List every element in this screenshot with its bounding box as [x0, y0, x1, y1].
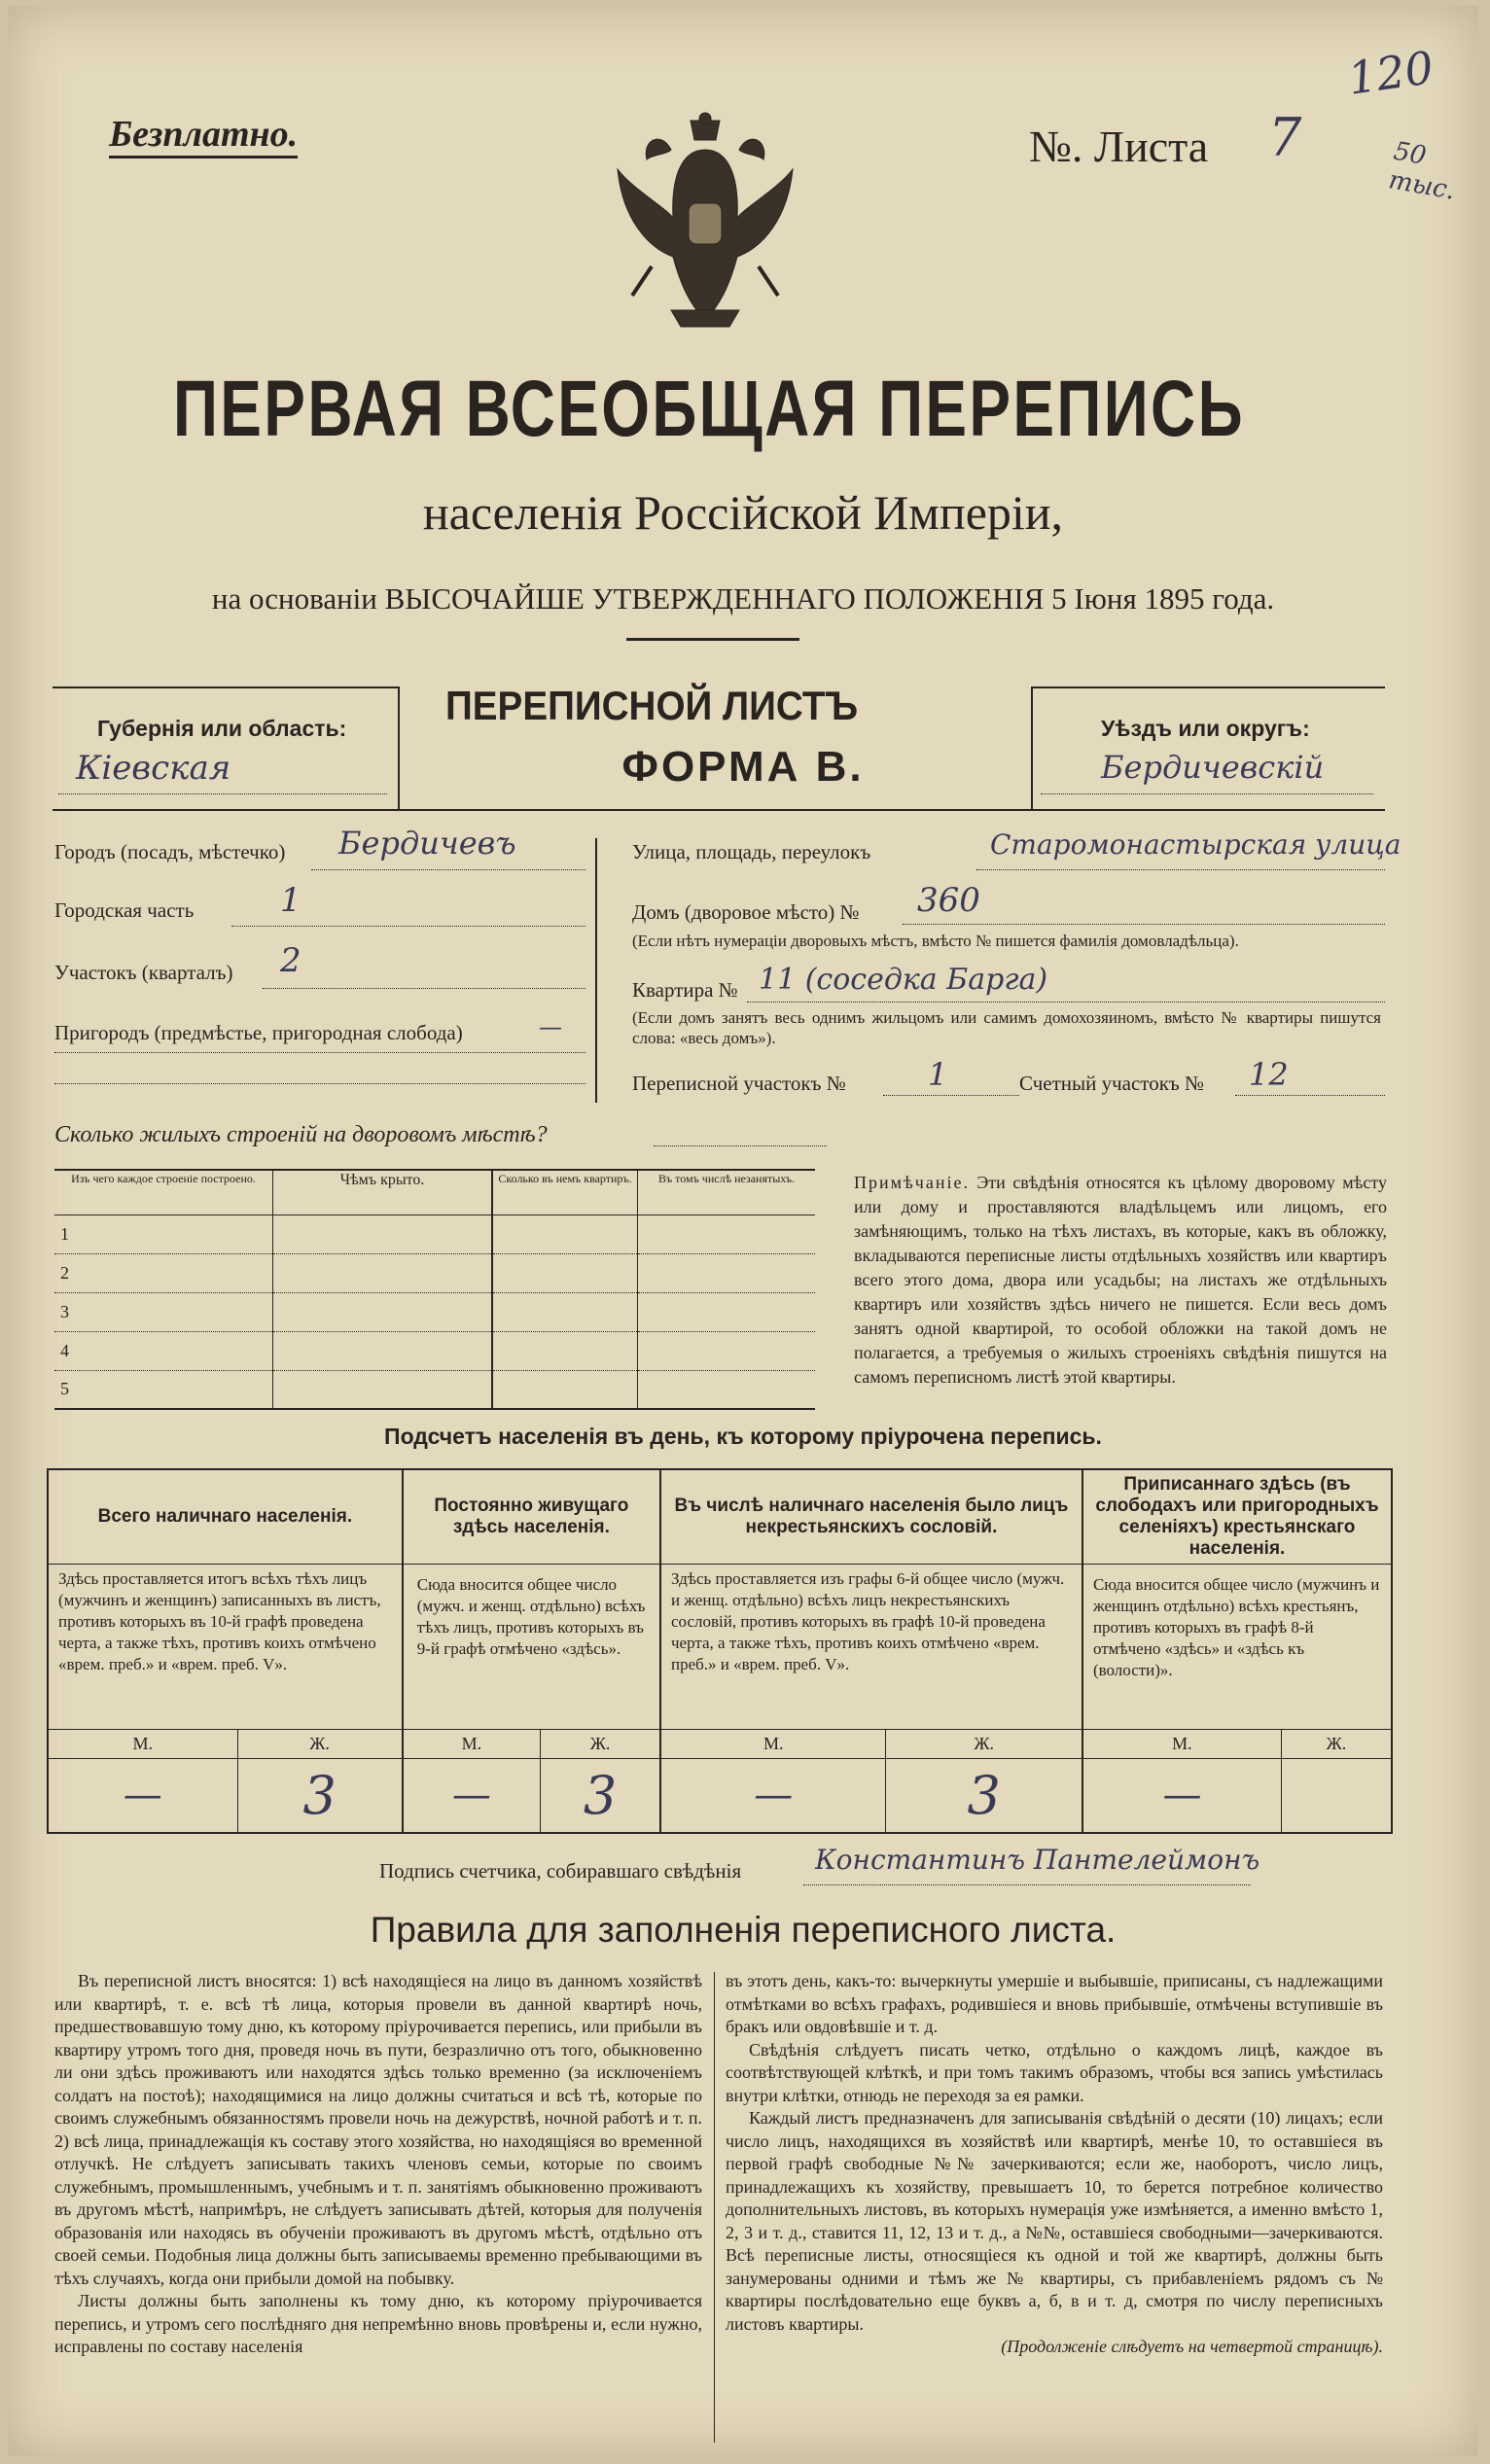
buildings-note-text: Эти свѣдѣнія относятся къ цѣлому дворовому мѣсту или дому и проставляются владѣльцемъ или лицомъ, его замѣняющимъ, только на тѣхъ листахъ, въ которые, какъ въ обложку, вкладываются переписные листы отдѣльныхъ хозяйствъ или квартиръ всего этого дома, двора или усадьбы; на листахъ же отдѣльныхъ квартиръ или хозяйствъ здѣсь ничего не пишется. Если весь домъ занятъ одной квартирой, то особой обложки на такой домъ не полагается, а требуемыя о жилыхъ строеніяхъ свѣдѣнія пишутся на самомъ переписномъ листѣ этой квартиры.: [854, 1173, 1388, 1387]
table-cell: [492, 1253, 638, 1292]
buildings-question: Сколько жилыхъ строеній на дворовомъ мѣстѣ?: [54, 1122, 548, 1147]
table-cell: [273, 1331, 493, 1370]
tally-nonpeasant-f: 3: [886, 1759, 1082, 1833]
form-title: ПЕРЕПИСНОЙ ЛИСТЪ: [445, 683, 859, 728]
table-row: [54, 1253, 815, 1292]
signature-value: Константинъ Пантелеймонъ: [815, 1844, 1260, 1876]
tally-col-head-permanent: Постоянно живущаго здѣсь населенія.: [403, 1469, 660, 1565]
rules-left-column: [54, 1970, 702, 2359]
tally-m-label: М.: [660, 1730, 886, 1759]
census-district-label: Переписной участокъ №: [632, 1072, 846, 1095]
count-district-label: Счетный участокъ №: [1019, 1072, 1205, 1095]
street-value: Старомонастырская улица: [990, 828, 1401, 861]
tally-permanent-f: 3: [541, 1759, 660, 1833]
buildings-header-roof: Чѣмъ крыто.: [273, 1170, 493, 1214]
district-underline: [263, 988, 585, 989]
house-label: Домъ (дворовое мѣсто) №: [632, 900, 860, 924]
buildings-header-apartments: Сколько въ немъ квартиръ.: [492, 1170, 638, 1214]
tally-col-desc-total: Здѣсь проставляется итогъ всѣхъ тѣхъ лицъ (мужчинъ и женщинъ) записанныхъ въ листъ, противъ которыхъ въ 10-й графѣ проведена черта, а также тѣхъ, противъ коихъ отмѣчено «врем. преб.» и «врем. преб. V».: [48, 1565, 403, 1730]
corner-note: 50 тыс.: [1386, 136, 1458, 206]
rules-right-paragraph: въ этотъ день, какъ-то: вычеркнуты умершіе и выбывшіе, приписаны, съ надлежащими отмѣтками во всѣхъ графахъ, родившіеся и вновь прибывшіе, отмѣчены вступившіе въ бракъ или овдовѣвшіе и т. д.: [726, 1971, 1383, 2036]
tally-registered-m: —: [1082, 1759, 1282, 1833]
census-subtitle: населенія Россійской Имперіи,: [422, 485, 1064, 540]
tally-f-label: Ж.: [541, 1730, 660, 1759]
tally-col-desc-nonpeasant: Здѣсь проставляется изъ графы 6-й общее число (мужч. и женщ. отдѣльно) всѣхъ лицъ некрестьянскихъ сословій, противъ которыхъ въ графѣ 10-й проведена черта, а также тѣхъ, противъ коихъ отмѣчено «врем. преб.» и «врем. преб. V».: [660, 1565, 1082, 1730]
gubernia-value: Кіевская: [76, 749, 231, 788]
table-cell: [638, 1214, 816, 1253]
suburb-label: Пригородъ (предмѣстье, пригородная слобода): [54, 1021, 463, 1044]
table-row: [54, 1214, 815, 1253]
signature-underline: [803, 1884, 1251, 1885]
table-row: [54, 1370, 815, 1409]
suburb-underline-2: [54, 1083, 585, 1084]
row-number: 3: [54, 1292, 273, 1331]
district-label: Участокъ (кварталъ): [54, 961, 233, 984]
address-divider: [595, 838, 597, 1103]
suburb-value: —: [539, 1013, 562, 1040]
tally-total-f: 3: [237, 1759, 403, 1833]
tally-col-desc-registered: Сюда вносится общее число (мужчинъ и женщинъ отдѣльно) всѣхъ крестьянъ, противъ которыхъ въ графѣ 8-й отмѣчено «здѣсь» и «здѣсь къ (волости)».: [1082, 1565, 1392, 1730]
uezd-label: Уѣздъ или округъ:: [1101, 716, 1310, 741]
free-label: Безплатно.: [109, 113, 298, 158]
apartment-value: 11 (соседка Барга): [759, 963, 1048, 997]
form-box-bottom: [53, 809, 1385, 811]
house-underline: [903, 924, 1385, 925]
table-row: [54, 1292, 815, 1331]
rules-right-paragraph: Каждый листъ предназначенъ для записыванія свѣдѣній о десяти (10) лицахъ; если число лицъ, находящихся въ хозяйствѣ или квартирѣ, менѣе 10, то оставшіеся въ первой графѣ свободные №№ зачеркиваются; если же, наоборотъ, число лицъ, принадлежащихъ къ хозяйству, превышаетъ 10, то берется потребное количество дополнительныхъ листовъ, въ которыхъ нумерація уже измѣняется, а именно вмѣсто 1, 2, 3 и т. д., ставится 11, 12, 13 и т. д., а №№, оставшіеся свободными—зачеркиваются. Всѣ переписные листы, относящіеся къ одной и той же квартирѣ, должны быть занумерованы одними и тѣмъ же № квартиры, съ прибавленіемъ рядомъ съ № квартиры послѣдовательно еще буквъ а, б, в и т. д, смотря по числу переписныхъ листовъ квартиры.: [726, 2108, 1383, 2334]
apartment-note: (Если домъ занятъ весь однимъ жильцомъ или самимъ домохозяиномъ, вмѣсто № квартиры пишутся слова: «весь домъ»).: [632, 1008, 1381, 1047]
apartment-label: Квартира №: [632, 978, 738, 1002]
table-cell: [492, 1214, 638, 1253]
table-cell: [492, 1370, 638, 1409]
row-number: 4: [54, 1331, 273, 1370]
buildings-question-underline: [654, 1145, 827, 1146]
rules-title: Правила для заполненія переписного листа.: [370, 1910, 1117, 1950]
tally-permanent-m: —: [403, 1759, 541, 1833]
street-underline: [976, 869, 1385, 870]
title-divider: [626, 638, 799, 641]
table-cell: [492, 1331, 638, 1370]
census-basis: на основаніи ВЫСОЧАЙШЕ УТВЕРЖДЕННАГО ПОЛОЖЕНІЯ 5 Іюня 1895 года.: [211, 581, 1275, 616]
uezd-underline: [1041, 793, 1373, 794]
buildings-note: [854, 1171, 1387, 1390]
city-part-value: 1: [280, 881, 302, 920]
tally-m-label: М.: [403, 1730, 541, 1759]
tally-f-label: Ж.: [237, 1730, 403, 1759]
corner-number: 120: [1344, 41, 1437, 105]
buildings-header-material: Изъ чего каждое строеніе построено.: [54, 1170, 273, 1214]
form-box-top-left: [53, 686, 398, 688]
signature-label: Подпись счетчика, собиравшаго свѣдѣнія: [379, 1859, 742, 1883]
table-cell: [638, 1370, 816, 1409]
table-cell: [273, 1292, 493, 1331]
city-label: Городъ (посадъ, мѣстечко): [54, 840, 286, 863]
table-row: [54, 1331, 815, 1370]
sheet-number-label: №. Листа: [1029, 122, 1209, 171]
form-variant: ФОРМА В.: [621, 743, 865, 791]
rules-right-paragraph: Свѣдѣнія слѣдуетъ писать четко, отдѣльно о каждомъ лицѣ, каждое въ соотвѣтствующей клѣткѣ, и при томъ такимъ образомъ, чтобы вся запись умѣстилась внутри клѣтки, отнюдь не переходя за ея рамки.: [726, 2039, 1383, 2105]
city-part-underline: [231, 926, 585, 927]
house-note: (Если нѣтъ нумераціи дворовыхъ мѣстъ, вмѣсто № пишется фамилія домовладѣльца).: [632, 932, 1239, 950]
city-value: Бердичевъ: [338, 825, 516, 862]
apartment-underline: [747, 1002, 1385, 1003]
imperial-eagle-emblem: [613, 111, 798, 334]
sheet-number-value: 7: [1268, 107, 1302, 168]
gubernia-label: Губернія или область:: [97, 716, 347, 741]
tally-m-label: М.: [48, 1730, 237, 1759]
census-title: ПЕРВАЯ ВСЕОБЩАЯ ПЕРЕПИСЬ: [173, 365, 1245, 453]
gubernia-underline: [58, 793, 387, 794]
tally-col-desc-permanent: Сюда вносится общее число (мужч. и женщ. отдѣльно) всѣхъ тѣхъ лицъ, противъ которыхъ въ 9-й графѣ отмѣчено «здѣсь».: [403, 1565, 660, 1730]
table-cell: [273, 1253, 493, 1292]
rules-left-paragraph: Листы должны быть заполнены къ тому дню, къ которому пріурочивается перепись, и утромъ сего послѣдняго дня непремѣнно вновь провѣрены и, если нужно, исправлены по составу населенія: [54, 2291, 702, 2356]
row-number: 2: [54, 1253, 273, 1292]
buildings-header-vacant: Въ томъ числѣ незанятыхъ.: [638, 1170, 816, 1214]
tally-f-label: Ж.: [886, 1730, 1082, 1759]
tally-total-m: —: [48, 1759, 237, 1833]
count-district-underline: [1235, 1095, 1385, 1096]
row-number: 5: [54, 1370, 273, 1409]
buildings-note-lead: Примѣчаніе.: [854, 1173, 970, 1192]
table-cell: [492, 1292, 638, 1331]
tally-f-label: Ж.: [1281, 1730, 1392, 1759]
rules-continued-note: (Продолженіе слѣдуетъ на четвертой страницѣ).: [1001, 2337, 1383, 2356]
census-sheet: [8, 6, 1478, 2456]
street-label: Улица, площадь, переулокъ: [632, 840, 871, 863]
tally-title: Подсчетъ населенія въ день, къ которому пріурочена перепись.: [384, 1424, 1102, 1449]
rules-left-paragraph: Въ переписной листъ вносятся: 1) всѣ находящіеся на лицо въ данномъ хозяйствѣ или квартирѣ, т. е. всѣ тѣ лица, которыя провели въ данной квартирѣ ночь, предшествовавшую тому дню, къ которому пріурочивается перепись, или прибыли въ квартиру утромъ того дня, проведя ночь въ пути, безразлично отъ того, обыкновенно ли они здѣсь проживаютъ или находятся здѣсь только временно (за исключеніемъ солдатъ на постоѣ); находящимися на лицо должны считаться и всѣ тѣ, которые по своимъ служебнымъ обязанностямъ провели ночь на дежурствѣ, ночной работѣ и т. п. 2) всѣ лица, принадлежащія къ составу этого хозяйства, но находящіяся во временной отлучкѣ. Не слѣдуетъ записывать такихъ членовъ семьи, которые по своимъ служебнымъ, промышленнымъ, учебнымъ и т. п. занятіямъ обыкновенно проживаютъ въ другомъ мѣстѣ, напримѣръ, не слѣдуетъ записывать дѣтей, которыя для полученія образованія или находясь въ обученіи проживаютъ въ другомъ мѣстѣ, отдѣльно отъ своей семьи. Подобныя лица должны быть записываемы временно пребывающими въ тѣхъ случаяхъ, когда они прибыли домой на побывку.: [54, 1971, 702, 2288]
row-number: 1: [54, 1214, 273, 1253]
uezd-value: Бердичевскій: [1101, 749, 1325, 786]
house-value: 360: [917, 881, 980, 920]
tally-table: [47, 1468, 1393, 1834]
form-box-top-right: [1031, 686, 1385, 688]
tally-col-head-total: Всего наличнаго населенія.: [48, 1469, 403, 1565]
district-value: 2: [280, 941, 302, 980]
table-cell: [638, 1253, 816, 1292]
tally-registered-f: [1281, 1759, 1392, 1833]
city-part-label: Городская часть: [54, 898, 195, 922]
tally-m-label: М.: [1082, 1730, 1282, 1759]
table-cell: [638, 1331, 816, 1370]
rules-column-divider: [714, 1972, 715, 2443]
rules-right-column: [726, 1970, 1383, 2359]
table-cell: [638, 1292, 816, 1331]
census-district-value: 1: [928, 1056, 948, 1093]
table-cell: [273, 1370, 493, 1409]
table-cell: [273, 1214, 493, 1253]
census-district-underline: [883, 1095, 1019, 1096]
tally-col-head-nonpeasant: Въ числѣ наличнаго населенія было лицъ некрестьянскихъ сословій.: [660, 1469, 1082, 1565]
count-district-value: 12: [1249, 1056, 1289, 1093]
tally-col-head-registered: Приписаннаго здѣсь (въ слободахъ или пригородныхъ селеніяхъ) крестьянскаго населенія.: [1082, 1469, 1392, 1565]
buildings-table: [54, 1169, 815, 1410]
tally-nonpeasant-m: —: [660, 1759, 886, 1833]
city-underline: [311, 869, 585, 870]
suburb-underline-1: [54, 1052, 585, 1053]
